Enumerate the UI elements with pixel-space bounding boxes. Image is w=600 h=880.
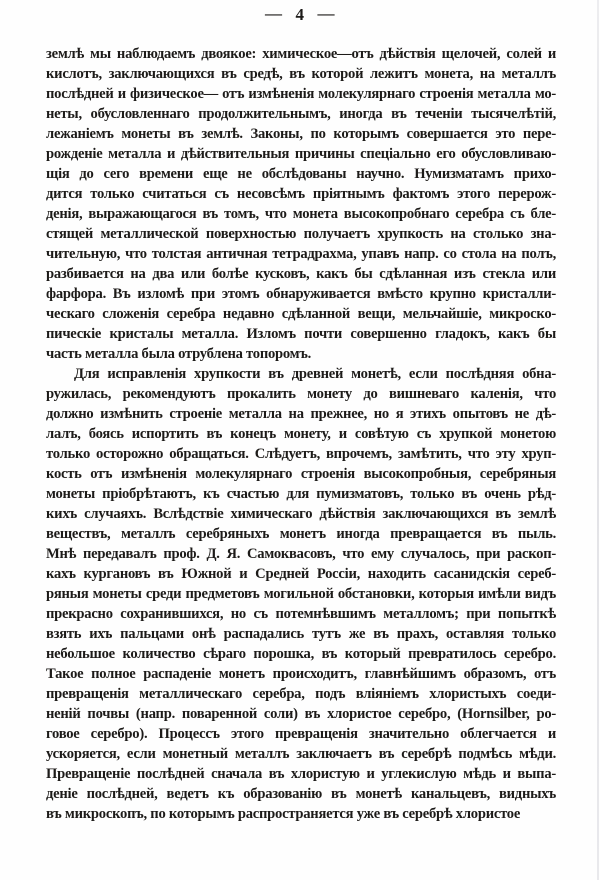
text-line: лежаніемъ монеты въ землѣ. Законы, по которымъ совершается это пере- [46, 126, 556, 142]
text-line: Мнѣ передавалъ проф. Д. Я. Самоквасовъ, что ему случалось, при раскоп- [46, 546, 556, 562]
text-line: землѣ мы наблюдаемъ двоякое: химическое—отъ дѣйствія щелочей, солей и [46, 46, 556, 62]
text-line: монеты пріобрѣтаютъ, къ счастью для пумизматовъ, только въ очень рѣд- [46, 486, 556, 502]
text-line: ческаго сложенія серебра недавно сдѣланной вещи, мельчайшіе, микроско- [46, 306, 556, 322]
text-line: только осторожно обращаться. Слѣдуетъ, впрочемъ, замѣтить, что эту хруп- [46, 446, 556, 462]
text-line: кость отъ измѣненія молекулярнаго строенія высокопробныя, серебряныя [46, 466, 556, 482]
page-text [46, 44, 556, 824]
text-line: фарфора. Въ изломѣ при этомъ обнаруживается вмѣсто крупно кристалли- [46, 286, 556, 302]
text-line: говое серебро). Процессъ этого превращенія значительно облегчается и [46, 726, 556, 742]
text-line: разбивается на два или болѣе кусковъ, какъ бы сдѣланная изъ стекла или [46, 266, 556, 282]
text-line: въ микроскопъ, по которымъ распространяется уже въ серебрѣ хлористое [46, 806, 521, 822]
text-line: Превращеніе послѣдней сначала въ хлористую и углекислую мѣдь и выпа- [46, 766, 556, 782]
text-line: щія до сего времени еще не обслѣдованы научно. Нумизматамъ прихо- [46, 166, 556, 182]
page-edge-line [597, 0, 599, 880]
text-line: превращенія металлическаго серебра, подъ вліяніемъ хлористыхъ соеди- [46, 686, 556, 702]
header-dash-left: — [265, 4, 283, 23]
text-line: ружилась, рекомендуютъ прокалить монету до вишневаго каленія, что [46, 386, 556, 402]
text-line: Такое полное распаденіе монетъ происходитъ, главнѣйшимъ образомъ, отъ [46, 666, 556, 682]
text-line: неты, обусловленнаго продолжительнымъ, иногда въ теченіи тысячелѣтій, [46, 106, 556, 122]
page-number: 4 [295, 5, 305, 24]
text-line: прекрасно сохранившихся, но съ потемнѣвшимъ металломъ; при попыткѣ [46, 606, 556, 622]
header-dash-right: — [317, 4, 335, 23]
page-header [0, 4, 600, 26]
text-line: кахъ кургановъ въ Южной и Средней Россіи, находить сасанидскія сереб- [46, 566, 556, 582]
text-line: ускоряется, если монетный металлъ заключаетъ въ серебрѣ подмѣсь мѣди. [46, 746, 556, 762]
text-line: веществъ, металлъ серебряныхъ монетъ иногда превращается въ пыль. [46, 526, 556, 542]
text-line: часть металла была отрублена топоромъ. [46, 346, 312, 362]
text-line: рожденіе металла и дѣйствительныя причины спеціально его обусловливаю- [46, 146, 556, 162]
text-line: пическіе кристалы металла. Изломъ почти совершенно гладокъ, какъ бы [46, 326, 556, 342]
text-line: небольшое количество сѣраго порошка, въ который превратилось серебро. [46, 646, 556, 662]
text-line: денія, выражающагося въ томъ, что монета высокопробнаго серебра съ бле- [46, 206, 556, 222]
text-line: должно измѣнить строеніе металла на прежнее, но я этихъ опытовъ не дѣ- [46, 406, 556, 422]
text-line: ряныя монеты среди предметовъ могильной обстановки, которыя имѣли видъ [46, 586, 556, 602]
text-line: чительную, что толстая античная тетрадрахма, упавъ напр. со стола на полъ, [46, 246, 556, 262]
text-line: взять ихъ пальцами онѣ распадались тутъ же въ прахъ, оставляя только [46, 626, 556, 642]
text-line: дится только считаться съ несовсѣмъ пріятнымъ фактомъ этого перерож- [46, 186, 556, 202]
text-line: послѣдней и физическое— отъ измѣненія молекулярнаго строенія металла мо- [46, 86, 556, 102]
text-line: стящей металлической поверхностью получаетъ хрупкость на столько зна- [46, 226, 556, 242]
text-line: кихъ случаяхъ. Вслѣдствіе химическаго дѣйствія заключающихся въ землѣ [46, 506, 556, 522]
text-line: деніе послѣдней, ведетъ къ образованію въ монетѣ канальцевъ, видныхъ [46, 786, 556, 802]
text-line: кислотъ, заключающихся въ средѣ, въ которой лежитъ монета, на металлъ [46, 66, 556, 82]
text-line: Для исправленія хрупкости въ древней монетѣ, если послѣдняя обна- [74, 366, 556, 382]
text-line: лалъ, боясь испортить въ конецъ монету, и совѣтую съ хрупкой монетою [46, 426, 556, 442]
text-line: неній почвы (напр. поваренной соли) въ хлористое серебро, (Hornsilber, ро- [46, 706, 556, 722]
